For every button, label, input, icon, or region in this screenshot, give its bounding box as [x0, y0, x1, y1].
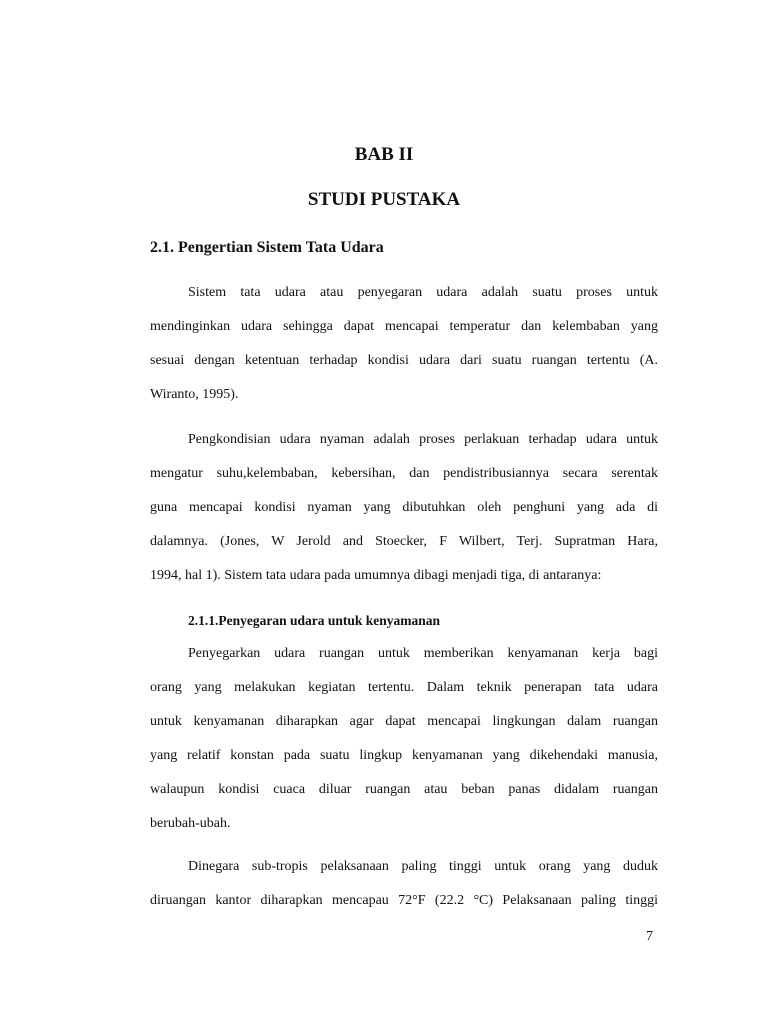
paragraph-line: untuk kenyamanan diharapkan agar dapat mencapai lingkungan dalam ruangan: [150, 714, 658, 729]
paragraph-line: Wiranto, 1995).: [150, 387, 239, 402]
chapter-title: STUDI PUSTAKA: [307, 189, 461, 210]
page-number: 7: [646, 929, 653, 944]
paragraph-line: dalamnya. (Jones, W Jerold and Stoecker, F Wilbert, Terj. Supratman Hara,: [150, 534, 658, 549]
paragraph-line: mendinginkan udara sehingga dapat mencapai temperatur dan kelembaban yang: [150, 319, 658, 334]
paragraph-line: Pengkondisian udara nyaman adalah proses perlakuan terhadap udara untuk: [188, 432, 658, 447]
section-heading: 2.1. Pengertian Sistem Tata Udara: [150, 239, 384, 256]
paragraph-line: yang relatif konstan pada suatu lingkup kenyamanan yang dikehendaki manusia,: [150, 748, 658, 763]
subsection-paragraph-2: [150, 858, 658, 926]
paragraph-line: guna mencapai kondisi nyaman yang dibutuhkan oleh penghuni yang ada di: [150, 500, 658, 515]
section-paragraph-1: [150, 284, 658, 420]
chapter-number: BAB II: [354, 144, 414, 165]
section-paragraph-2: [150, 431, 658, 601]
paragraph-line: orang yang melakukan kegiatan tertentu. Dalam teknik penerapan tata udara: [150, 680, 658, 695]
paragraph-line: walaupun kondisi cuaca diluar ruangan atau beban panas didalam ruangan: [150, 782, 658, 797]
paragraph-line: berubah-ubah.: [150, 816, 231, 831]
paragraph-line: 1994, hal 1). Sistem tata udara pada umumnya dibagi menjadi tiga, di antaranya:: [150, 568, 602, 583]
paragraph-line: Dinegara sub-tropis pelaksanaan paling tinggi untuk orang yang duduk: [188, 859, 658, 874]
subsection-paragraph-1: [150, 645, 658, 849]
paragraph-line: diruangan kantor diharapkan mencapau 72°F (22.2 °C) Pelaksanaan paling tinggi: [150, 893, 658, 908]
paragraph-line: sesuai dengan ketentuan terhadap kondisi udara dari suatu ruangan tertentu (A.: [150, 353, 658, 368]
paragraph-line: Penyegarkan udara ruangan untuk memberikan kenyamanan kerja bagi: [188, 646, 658, 661]
paragraph-line: mengatur suhu,kelembaban, kebersihan, dan pendistribusiannya secara serentak: [150, 466, 658, 481]
paragraph-line: Sistem tata udara atau penyegaran udara adalah suatu proses untuk: [188, 285, 658, 300]
subsection-heading: 2.1.1.Penyegaran udara untuk kenyamanan: [188, 613, 441, 628]
